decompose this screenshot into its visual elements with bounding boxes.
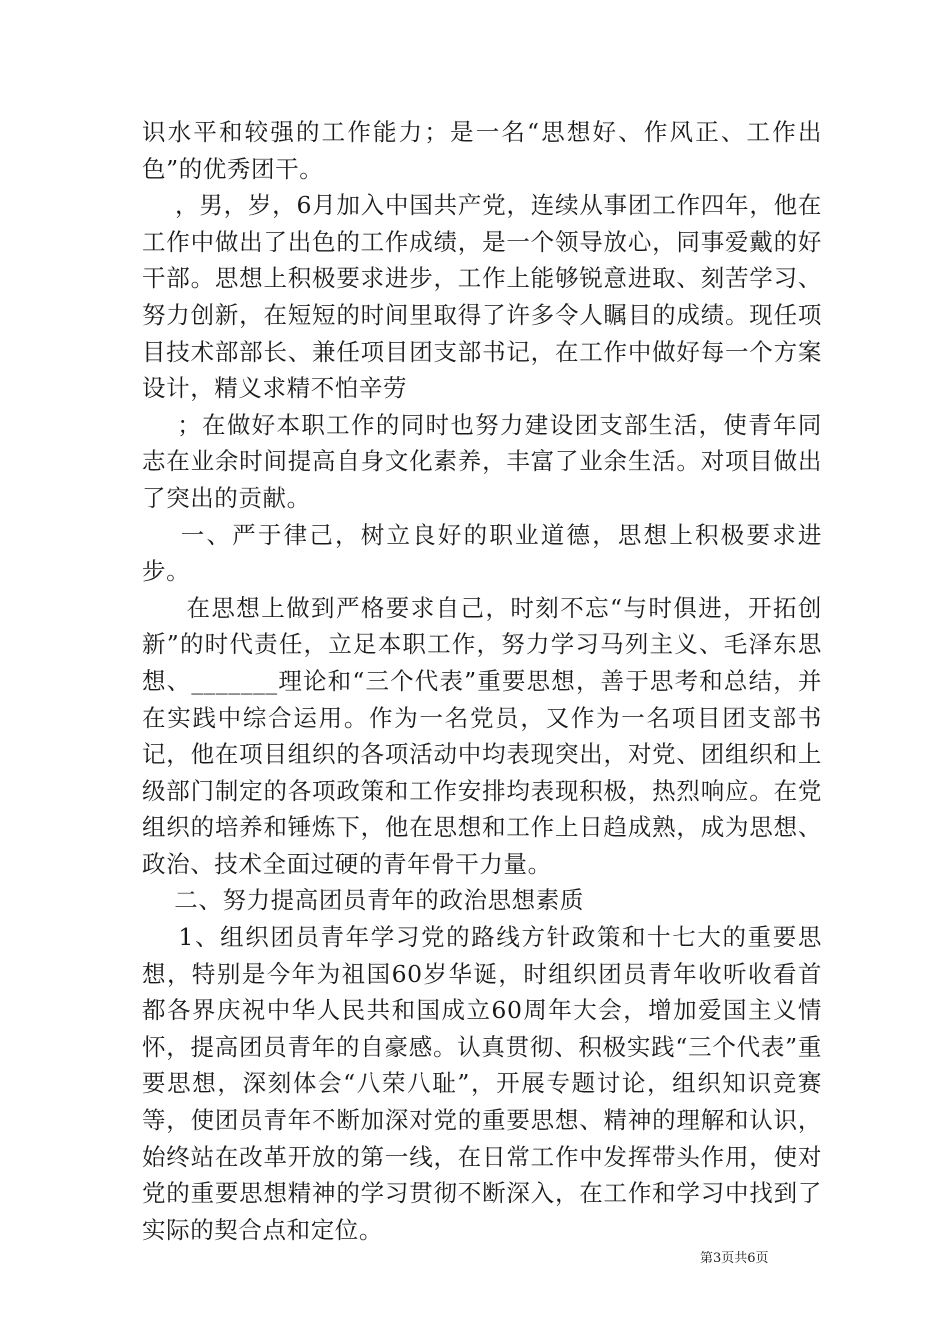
section-heading: 二、努力提高团员青年的政治思想素质 [142, 886, 584, 915]
paragraph: 识水平和较强的工作能力；是一名“思想好、作风正、工作出色”的优秀团干。 [142, 118, 822, 183]
section-heading: 一、严于律己，树立良好的职业道德，思想上积极要求进步。 [142, 520, 823, 586]
document-body [142, 114, 822, 1248]
page-number-footer: 第3页共6页 [700, 1251, 769, 1266]
paragraph: ，男，岁，6月加入中国共产党，连续从事团工作四年，他在工作中做出了出色的工作成绩，是一个领导放心，同事爱戴的好干部。思想上积极要求进步，工作上能够锐意进取、刻苦学习、努力创新，在短短的时间里取得了许多令人瞩目的成绩。现任项目技术部部长、兼任项目团支部书记，在工作中做好每一个方案设计，精义求精不怕辛劳 [142, 191, 823, 403]
paragraph: 1、组织团员青年学习党的路线方针政策和十七大的重要思想，特别是今年为祖国60岁华诞，时组织团员青年收听收看首都各界庆祝中华人民共和国成立60周年大会，增加爱国主义情怀，提高团员青年的自豪感。认真贯彻、积极实践“三个代表”重要思想，深刻体会“八荣八耻”，开展专题讨论，组织知识竞赛等，使团员青年不断加深对党的重要思想、精神的理解和认识，始终站在改革开放的第一线，在日常工作中发挥带头作用，使对党的重要思想精神的学习贯彻不断深入，在工作和学习中找到了实际的契合点和定位。 [142, 923, 822, 1244]
paragraph: ；在做好本职工作的同时也努力建设团支部生活，使青年同志在业余时间提高自身文化素养，丰富了业余生活。对项目做出了突出的贡献。 [142, 410, 822, 512]
paragraph: 在思想上做到严格要求自己，时刻不忘“与时俱进，开拓创新”的时代责任，立足本职工作，努力学习马列主义、毛泽东思想、_______理论和“三个代表”重要思想，善于思考和总结，并在实践中综合运用。作为一名党员，又作为一名项目团支部书记，他在项目组织的各项活动中均表现突出，对党、团组织和上级部门制定的各项政策和工作安排均表现积极，热烈响应。在党组织的培养和锤炼下，他在思想和工作上日趋成熟，成为思想、政治、技术全面过硬的青年骨干力量。 [142, 593, 822, 878]
